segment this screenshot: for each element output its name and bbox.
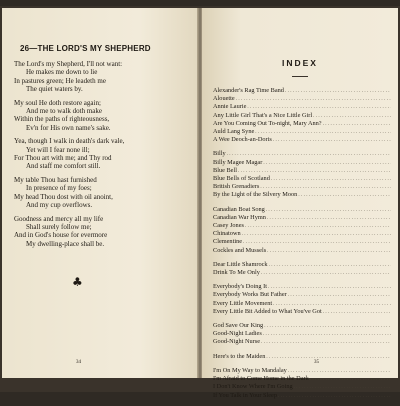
dot-leader xyxy=(263,331,391,338)
verse-line: He makes me down to lie xyxy=(26,68,98,77)
index-entry-title: Everybody's Doing It xyxy=(213,283,267,291)
dot-leader xyxy=(323,309,391,316)
index-entry xyxy=(213,261,391,269)
dot-leader xyxy=(227,151,391,158)
dot-leader xyxy=(271,176,391,183)
heading-rule xyxy=(292,76,308,77)
index-entry-title: Every Little Movement xyxy=(213,299,273,307)
stanza xyxy=(14,176,194,210)
verse-line: My soul He doth restore again; xyxy=(14,98,101,107)
verse-line: For Thou art with me; and Thy rod xyxy=(14,154,112,163)
index-entry-title: Billy Magee Magar xyxy=(213,158,263,166)
dot-leader xyxy=(288,368,391,375)
dot-leader xyxy=(323,121,391,128)
left-page xyxy=(2,8,198,378)
index-entry-title: If You Talk in Your Sleep xyxy=(213,391,277,399)
index-entry xyxy=(213,183,391,191)
index-entry xyxy=(213,87,391,95)
verse-line: And me to walk doth make xyxy=(26,107,103,116)
dot-leader xyxy=(310,376,391,383)
verse-line: And staff me comfort still. xyxy=(26,162,101,171)
index-entry-title: Canadian War Hymn xyxy=(213,213,266,221)
dot-leader xyxy=(285,88,391,95)
index-group xyxy=(213,261,391,277)
index-entry xyxy=(213,230,391,238)
dot-leader xyxy=(273,137,391,144)
index-entry xyxy=(213,375,391,383)
stanza xyxy=(14,99,194,133)
index-entry-title: Any Little Girl That's a Nice Little Girl xyxy=(213,111,313,119)
index-entry-title: Here's to the Maiden xyxy=(213,352,266,360)
index-entry-title: Every Little Bit Added to What You've Got xyxy=(213,307,322,315)
index-entry-title: Annie Laurie xyxy=(213,103,247,111)
index-entry xyxy=(213,222,391,230)
index-entry xyxy=(213,338,391,346)
dot-leader xyxy=(278,393,391,400)
index-entry-title: Blue Bell xyxy=(213,166,237,174)
dot-leader xyxy=(268,284,391,291)
dot-leader xyxy=(242,231,391,238)
stanza xyxy=(14,60,194,94)
index-entry-title: Blue Bells of Scotland xyxy=(213,175,270,183)
index-entry-title: Cockles and Mussels xyxy=(213,246,267,254)
index-group xyxy=(213,150,391,199)
index-group xyxy=(213,206,391,255)
verse-line: Ev'n for His own name's sake. xyxy=(26,123,111,132)
index-entry-title: Alouette xyxy=(213,95,235,103)
verse-line: Yet will I fear none ill; xyxy=(26,145,90,154)
index-group xyxy=(213,353,391,361)
index-entry-title: Canadian Boat Song xyxy=(213,205,265,213)
index-entry-title: Alexander's Rag Time Band xyxy=(213,87,284,94)
verse-line: And my cup overflows. xyxy=(26,201,93,210)
dot-leader xyxy=(266,354,391,361)
verse-line: In presence of my foes; xyxy=(26,184,92,193)
dot-leader xyxy=(243,239,391,246)
index-entry xyxy=(213,322,391,330)
index-group xyxy=(213,367,391,400)
dot-leader xyxy=(245,223,391,230)
dot-leader xyxy=(247,104,391,111)
index-entry-title: Everybody Works But Father xyxy=(213,291,287,299)
index-entry-title: By the Light of the Silvery Moon xyxy=(213,191,298,199)
index-entry xyxy=(213,353,391,361)
dot-leader xyxy=(255,129,391,136)
index-entry xyxy=(213,308,391,316)
stanza xyxy=(14,215,194,249)
verse-line: And in God's house for evermore xyxy=(14,231,108,240)
index-entry-title: Auld Lang Syne xyxy=(213,128,255,136)
dot-leader xyxy=(264,323,391,330)
dot-leader xyxy=(236,96,391,103)
index-list xyxy=(213,87,391,406)
hymn-title: 26—THE LORD'S MY SHEPHERD xyxy=(20,44,151,53)
verse-line: The Lord's my Shepherd, I'll not want: xyxy=(14,60,123,68)
index-entry xyxy=(213,167,391,175)
index-entry xyxy=(213,103,391,111)
index-group xyxy=(213,87,391,144)
index-entry xyxy=(213,269,391,277)
dot-leader xyxy=(313,113,391,120)
dot-leader xyxy=(288,292,391,299)
index-entry xyxy=(213,150,391,158)
page-number-left: 34 xyxy=(76,360,81,365)
index-entry xyxy=(213,330,391,338)
index-entry xyxy=(213,283,391,291)
dot-leader xyxy=(298,192,391,199)
index-entry xyxy=(213,136,391,144)
index-entry-title: Clementine xyxy=(213,238,243,246)
index-entry xyxy=(213,128,391,136)
verse-line: In pastures green; He leadeth me xyxy=(14,76,106,85)
dot-leader xyxy=(269,262,391,269)
index-entry-title: Billy xyxy=(213,150,226,158)
index-entry xyxy=(213,214,391,222)
verse-line: Within the paths of righteousness, xyxy=(14,115,110,124)
verse-line: My table Thou hast furnished xyxy=(14,175,97,184)
stanza xyxy=(14,137,194,171)
dot-leader xyxy=(261,270,391,277)
index-heading: INDEX xyxy=(282,58,318,68)
page-number-right: 35 xyxy=(314,360,319,365)
index-entry-title: British Grenadiers xyxy=(213,183,260,191)
dot-leader xyxy=(294,384,391,391)
dot-leader xyxy=(260,184,391,191)
index-entry xyxy=(213,112,391,120)
index-entry xyxy=(213,367,391,375)
index-entry-title: I Don't Know Where I'm Going xyxy=(213,383,293,391)
verse-line: My head Thou dost with oil anoint, xyxy=(14,192,113,201)
index-entry-title: A Wee Deoch-an-Doris xyxy=(213,136,272,144)
index-entry xyxy=(213,191,391,199)
club-ornament-icon: ♣ xyxy=(72,275,83,289)
index-entry-title: Casey Jones xyxy=(213,222,244,230)
right-page xyxy=(202,8,398,399)
dot-leader xyxy=(267,248,391,255)
index-entry-title: Chinatown xyxy=(213,230,241,238)
dot-leader xyxy=(266,207,391,214)
index-entry-title: God Save Our King xyxy=(213,322,264,330)
index-entry-title: Are You Coming Out To-night, Mary Ann? xyxy=(213,119,322,127)
index-entry xyxy=(213,300,391,308)
index-entry-title: I'm Afraid to Come Home in the Dark xyxy=(213,375,309,383)
dot-leader xyxy=(267,215,391,222)
index-entry-title: Dear Little Shamrock xyxy=(213,260,268,268)
verse-line: Shall surely follow me; xyxy=(26,222,92,231)
index-group xyxy=(213,322,391,347)
index-entry xyxy=(213,206,391,214)
index-entry xyxy=(213,175,391,183)
dot-leader xyxy=(261,339,391,346)
verse-line: The quiet waters by. xyxy=(26,85,83,94)
index-entry xyxy=(213,159,391,167)
dot-leader xyxy=(273,301,391,308)
index-entry-title: Good-Night Ladies xyxy=(213,330,262,338)
index-group xyxy=(213,283,391,316)
index-entry xyxy=(213,238,391,246)
index-entry xyxy=(213,291,391,299)
verse-line: My dwelling-place shall be. xyxy=(26,239,105,248)
hymn-verses xyxy=(14,60,194,253)
index-entry-title: Drink To Me Only xyxy=(213,269,260,277)
index-entry-title: Good-Night Nurse xyxy=(213,338,261,346)
index-entry xyxy=(213,95,391,103)
index-entry-title: I'm On My Way to Mandalay xyxy=(213,366,287,374)
index-entry xyxy=(213,247,391,255)
dot-leader xyxy=(238,168,391,175)
index-entry xyxy=(213,383,391,391)
index-entry xyxy=(213,392,391,400)
dot-leader xyxy=(263,160,391,167)
index-entry xyxy=(213,120,391,128)
verse-line: Yea, though I walk in death's dark vale, xyxy=(14,137,125,146)
verse-line: Goodness and mercy all my life xyxy=(14,214,104,223)
